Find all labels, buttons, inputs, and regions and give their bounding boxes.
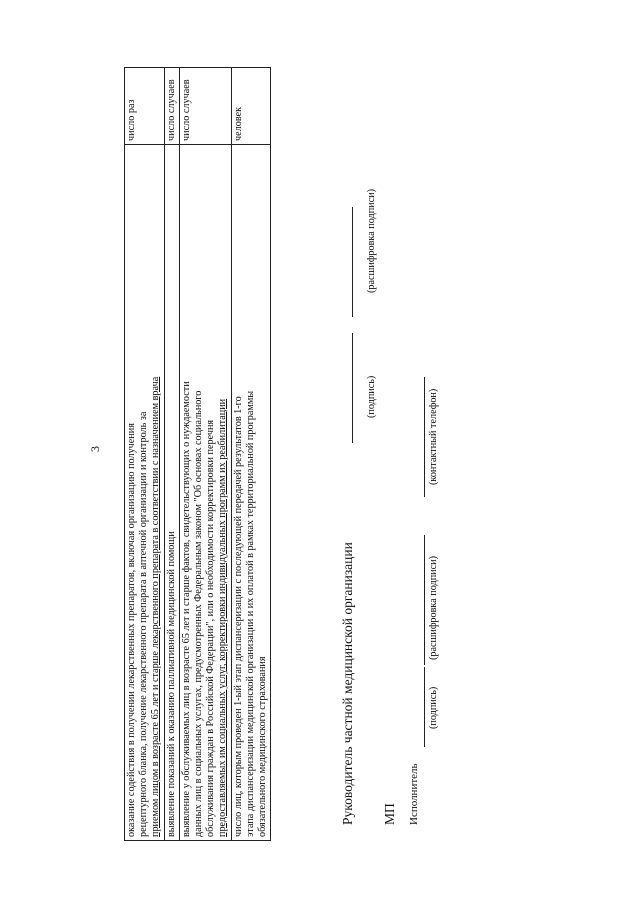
row-unit: число раз xyxy=(125,68,165,145)
description-line: предоставляемых им социальных услуг, корректировки индивидуальных программ их реабилитации xyxy=(217,398,229,837)
services-table xyxy=(124,67,271,841)
table-row xyxy=(231,68,271,841)
table-row xyxy=(179,68,231,841)
table-row xyxy=(164,68,179,841)
head-signature-line[interactable] xyxy=(352,333,353,443)
performer-label: Исполнитель xyxy=(408,763,420,825)
performer-signature-hint: (подпись) xyxy=(428,686,439,729)
row-description xyxy=(164,144,179,840)
description-line: данных лиц в социальных услугах, предусмотренных Федеральным законом "Об основах социального xyxy=(193,390,205,837)
row-description xyxy=(179,144,231,840)
description-line: обслуживания граждан в Российской Федерации", или о необходимости корректировки перечня xyxy=(205,419,217,837)
page-number: 3 xyxy=(88,446,102,452)
description-line: число лиц, которым проведен 1-ый этап диспансеризации с последующей передачей результатов 1-го xyxy=(232,396,244,837)
row-unit: человек xyxy=(231,68,271,145)
description-line: выявление у обслуживаемых лиц в возрасте 65 лет и старше фактов, свидетельствующих о нуждаемости xyxy=(180,381,192,837)
performer-phone-hint: (контактный телефон) xyxy=(428,388,439,485)
description-line: выявление показаний к оказанию паллиативной медицинской помощи xyxy=(165,531,177,837)
description-line: приемом лицом в возрасте 65 лет и старше лекарственного препарата в соответствии с назначением врача xyxy=(150,376,162,837)
performer-decode-line[interactable] xyxy=(424,535,425,665)
head-title: Руководитель частной медицинской организации xyxy=(340,542,355,825)
row-unit: число случаев xyxy=(164,68,179,145)
description-line: этапа диспансеризации медицинской организации и их оплатой в рамках территориальной программы xyxy=(244,390,256,837)
performer-decode-hint: (расшифровка подписи) xyxy=(428,556,439,660)
stamp-label: МП xyxy=(382,803,397,825)
description-line: рецептурного бланка, получение лекарственного препарата в аптечной организации и контроль за xyxy=(138,411,150,837)
head-decode-line[interactable] xyxy=(352,207,353,317)
performer-signature-line[interactable] xyxy=(424,667,425,747)
head-signature-hint: (подпись) xyxy=(366,375,377,418)
table-row xyxy=(125,68,165,841)
row-description xyxy=(125,144,165,840)
head-decode-hint: (расшифровка подписи) xyxy=(366,189,377,293)
description-line: оказание содействия в получении лекарственных препаратов, включая организацию получения xyxy=(126,423,137,837)
row-description xyxy=(231,144,271,840)
performer-phone-line[interactable] xyxy=(424,377,425,497)
row-unit: число случаев xyxy=(179,68,231,145)
description-line: обязательного медицинского страхования xyxy=(257,656,269,837)
